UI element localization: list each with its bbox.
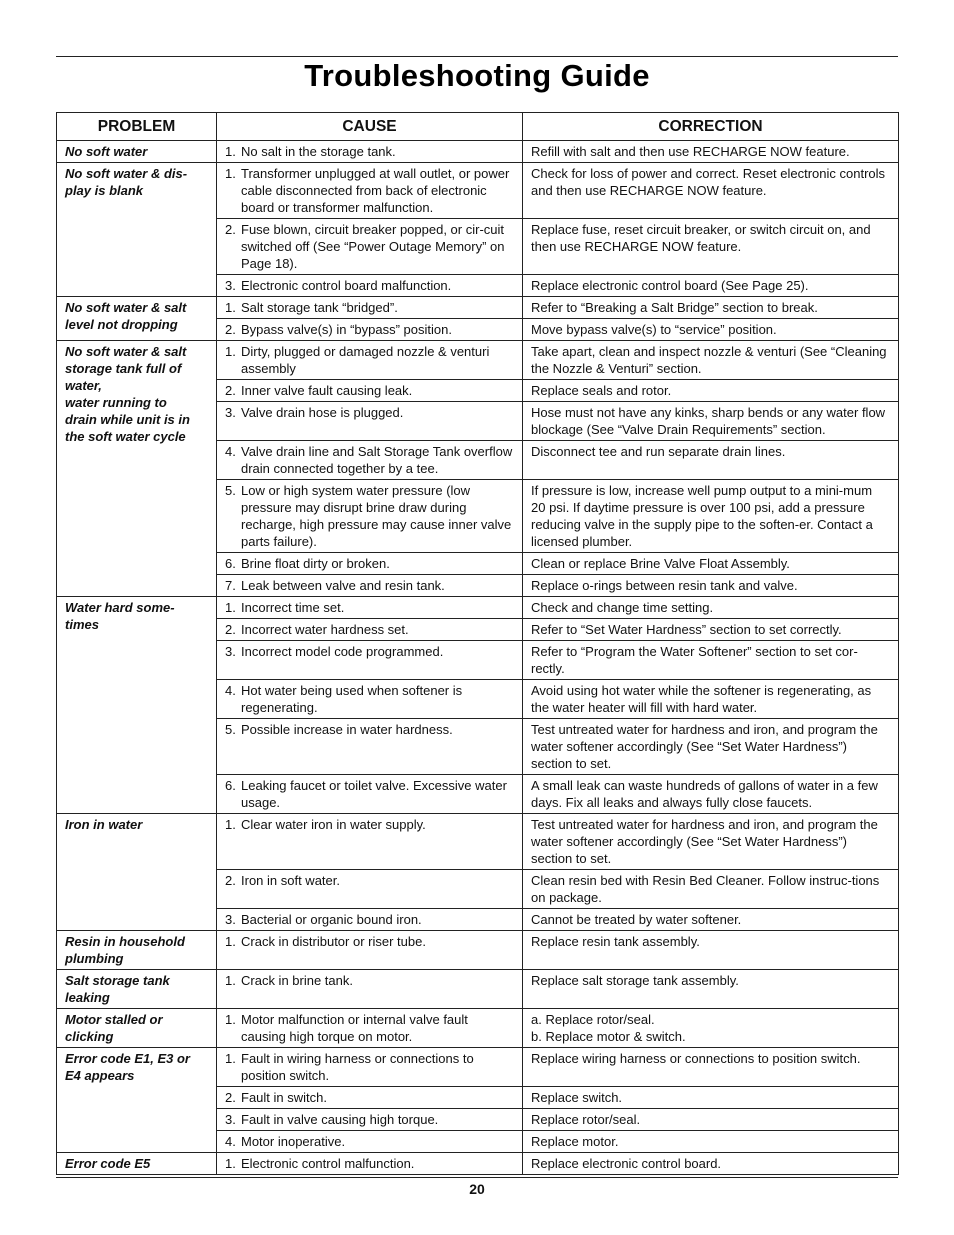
problem-line: E4 appears bbox=[65, 1068, 135, 1083]
cause-cell bbox=[217, 619, 523, 641]
correction-text: Move bypass valve(s) to “service” position. bbox=[531, 322, 777, 337]
cause-text: Leaking faucet or toilet valve. Excessive water usage. bbox=[241, 778, 507, 810]
correction-cell bbox=[523, 275, 899, 297]
cause-number: 3. bbox=[225, 912, 236, 927]
problem-line: Error code E5 bbox=[65, 1156, 151, 1171]
cause-cell bbox=[217, 931, 523, 970]
cause-cell bbox=[217, 909, 523, 931]
cause-cell bbox=[217, 1153, 523, 1175]
problem-line: water, bbox=[65, 378, 102, 393]
cause-cell bbox=[217, 680, 523, 719]
cause-cell bbox=[217, 441, 523, 480]
cause-text: Inner valve fault causing leak. bbox=[241, 383, 413, 398]
correction-text: Replace electronic control board (See Page 25). bbox=[531, 278, 809, 293]
problem-cell bbox=[57, 931, 217, 970]
cause-number: 2. bbox=[225, 873, 236, 888]
correction-cell bbox=[523, 319, 899, 341]
correction-text: Clean or replace Brine Valve Float Assembly. bbox=[531, 556, 790, 571]
cause-number: 3. bbox=[225, 405, 236, 420]
correction-cell bbox=[523, 1153, 899, 1175]
correction-text: Check and change time setting. bbox=[531, 600, 714, 615]
cause-text: Dirty, plugged or damaged nozzle & venturi assembly bbox=[241, 344, 490, 376]
table-row bbox=[57, 1009, 899, 1048]
problem-cell bbox=[57, 1009, 217, 1048]
correction-text: Check for loss of power and correct. Reset electronic controls and then use RECHARGE NOW feature. bbox=[531, 166, 886, 198]
cause-number: 2. bbox=[225, 322, 236, 337]
cause-number: 3. bbox=[225, 1112, 236, 1127]
correction-text: Clean resin bed with Resin Bed Cleaner. Follow instruc-tions on package. bbox=[531, 873, 880, 905]
table-row bbox=[57, 141, 899, 163]
cause-cell bbox=[217, 480, 523, 553]
correction-text: Refer to “Program the Water Softener” section to set cor-rectly. bbox=[531, 644, 858, 676]
correction-header: CORRECTION bbox=[523, 113, 899, 141]
problem-cell bbox=[57, 1048, 217, 1153]
cause-text: Transformer unplugged at wall outlet, or power cable disconnected from back of electronic board or transformer malfunction. bbox=[241, 166, 510, 215]
correction-cell bbox=[523, 909, 899, 931]
cause-cell bbox=[217, 380, 523, 402]
cause-number: 4. bbox=[225, 1134, 236, 1149]
cause-cell bbox=[217, 1048, 523, 1087]
cause-cell bbox=[217, 553, 523, 575]
cause-text: Incorrect time set. bbox=[241, 600, 345, 615]
cause-cell bbox=[217, 141, 523, 163]
problem-line: play is blank bbox=[65, 183, 144, 198]
cause-text: Motor malfunction or internal valve fault causing high torque on motor. bbox=[241, 1012, 468, 1044]
correction-cell bbox=[523, 641, 899, 680]
correction-cell bbox=[523, 380, 899, 402]
cause-text: Valve drain hose is plugged. bbox=[241, 405, 404, 420]
correction-cell bbox=[523, 970, 899, 1009]
problem-cell bbox=[57, 814, 217, 931]
problem-line: storage tank full of bbox=[65, 361, 182, 376]
cause-cell bbox=[217, 1009, 523, 1048]
cause-text: Possible increase in water hardness. bbox=[241, 722, 453, 737]
correction-cell bbox=[523, 814, 899, 870]
cause-number: 3. bbox=[225, 278, 236, 293]
correction-cell bbox=[523, 597, 899, 619]
correction-cell bbox=[523, 931, 899, 970]
problem-line: drain while unit is in bbox=[65, 412, 190, 427]
cause-text: Bacterial or organic bound iron. bbox=[241, 912, 422, 927]
correction-cell bbox=[523, 480, 899, 553]
correction-cell bbox=[523, 1087, 899, 1109]
cause-number: 1. bbox=[225, 973, 236, 988]
cause-cell bbox=[217, 1109, 523, 1131]
cause-text: Crack in distributor or riser tube. bbox=[241, 934, 426, 949]
cause-header: CAUSE bbox=[217, 113, 523, 141]
cause-cell bbox=[217, 1131, 523, 1153]
correction-cell bbox=[523, 1048, 899, 1087]
cause-text: Salt storage tank “bridged”. bbox=[241, 300, 398, 315]
problem-line: leaking bbox=[65, 990, 110, 1005]
correction-text: Refer to “Breaking a Salt Bridge” section to break. bbox=[531, 300, 818, 315]
troubleshooting-table bbox=[56, 112, 899, 1175]
cause-text: Leak between valve and resin tank. bbox=[241, 578, 445, 593]
correction-text: Replace o-rings between resin tank and valve. bbox=[531, 578, 798, 593]
correction-text: Test untreated water for hardness and iron, and program the water softener accordingly (See “Set Water Hardness”) section to set. bbox=[531, 817, 878, 866]
problem-line: Salt storage tank bbox=[65, 973, 170, 988]
cause-cell bbox=[217, 870, 523, 909]
problem-line: clicking bbox=[65, 1029, 114, 1044]
cause-cell bbox=[217, 641, 523, 680]
cause-text: Motor inoperative. bbox=[241, 1134, 346, 1149]
problem-line: Resin in household bbox=[65, 934, 185, 949]
correction-cell bbox=[523, 719, 899, 775]
problem-cell bbox=[57, 1153, 217, 1175]
cause-text: Electronic control board malfunction. bbox=[241, 278, 452, 293]
correction-text: Replace wiring harness or connections to position switch. bbox=[531, 1051, 861, 1066]
table-row bbox=[57, 163, 899, 219]
cause-number: 4. bbox=[225, 683, 236, 698]
correction-text: Take apart, clean and inspect nozzle & venturi (See “Cleaning the Nozzle & Venturi” section. bbox=[531, 344, 887, 376]
problem-line: times bbox=[65, 617, 99, 632]
correction-text: Replace electronic control board. bbox=[531, 1156, 722, 1171]
cause-number: 6. bbox=[225, 556, 236, 571]
cause-cell bbox=[217, 970, 523, 1009]
cause-number: 1. bbox=[225, 1051, 236, 1066]
cause-text: Fault in switch. bbox=[241, 1090, 327, 1105]
problem-line: the soft water cycle bbox=[65, 429, 186, 444]
table-row bbox=[57, 1153, 899, 1175]
correction-cell bbox=[523, 219, 899, 275]
correction-cell bbox=[523, 870, 899, 909]
cause-cell bbox=[217, 402, 523, 441]
problem-line: Motor stalled or bbox=[65, 1012, 163, 1027]
table-row bbox=[57, 297, 899, 319]
correction-text: Replace salt storage tank assembly. bbox=[531, 973, 739, 988]
correction-cell bbox=[523, 1109, 899, 1131]
table-header-row bbox=[57, 113, 899, 141]
cause-text: Valve drain line and Salt Storage Tank overflow drain connected together by a tee. bbox=[241, 444, 513, 476]
page-title: Troubleshooting Guide bbox=[304, 58, 650, 93]
cause-number: 1. bbox=[225, 1156, 236, 1171]
cause-cell bbox=[217, 597, 523, 619]
top-rule bbox=[56, 56, 898, 57]
problem-cell bbox=[57, 597, 217, 814]
cause-cell bbox=[217, 219, 523, 275]
problem-header: PROBLEM bbox=[57, 113, 217, 141]
table-row bbox=[57, 341, 899, 380]
cause-text: Fault in valve causing high torque. bbox=[241, 1112, 439, 1127]
correction-cell bbox=[523, 297, 899, 319]
correction-cell bbox=[523, 441, 899, 480]
correction-cell bbox=[523, 1009, 899, 1048]
cause-number: 3. bbox=[225, 644, 236, 659]
cause-number: 4. bbox=[225, 444, 236, 459]
problem-line: No soft water & salt bbox=[65, 300, 187, 315]
problem-line: No soft water & dis- bbox=[65, 166, 188, 181]
table-row bbox=[57, 970, 899, 1009]
cause-text: Fault in wiring harness or connections to position switch. bbox=[241, 1051, 474, 1083]
correction-text: Replace seals and rotor. bbox=[531, 383, 672, 398]
correction-cell bbox=[523, 163, 899, 219]
cause-cell bbox=[217, 814, 523, 870]
cause-cell bbox=[217, 575, 523, 597]
correction-text: Avoid using hot water while the softener is regenerating, as the water heater will fill with hard water. bbox=[531, 683, 872, 715]
cause-text: Bypass valve(s) in “bypass” position. bbox=[241, 322, 452, 337]
cause-text: Hot water being used when softener is regenerating. bbox=[241, 683, 463, 715]
cause-number: 1. bbox=[225, 344, 236, 359]
correction-text: Replace switch. bbox=[531, 1090, 623, 1105]
correction-text: Test untreated water for hardness and iron, and program the water softener accordingly (See “Set Water Hardness”) section to set. bbox=[531, 722, 878, 771]
cause-text: Clear water iron in water supply. bbox=[241, 817, 426, 832]
cause-text: Crack in brine tank. bbox=[241, 973, 353, 988]
correction-text: Replace fuse, reset circuit breaker, or switch circuit on, and then use RECHARGE NOW feature. bbox=[531, 222, 871, 254]
correction-cell bbox=[523, 680, 899, 719]
problem-cell bbox=[57, 163, 217, 297]
bottom-rule bbox=[56, 1177, 898, 1178]
cause-number: 2. bbox=[225, 222, 236, 237]
cause-cell bbox=[217, 341, 523, 380]
problem-cell bbox=[57, 141, 217, 163]
problem-line: water running to bbox=[65, 395, 167, 410]
correction-cell bbox=[523, 619, 899, 641]
problem-line: No soft water & salt bbox=[65, 344, 187, 359]
correction-cell bbox=[523, 402, 899, 441]
correction-cell bbox=[523, 1131, 899, 1153]
cause-number: 1. bbox=[225, 1012, 236, 1027]
correction-text: Replace motor. bbox=[531, 1134, 619, 1149]
correction-cell bbox=[523, 575, 899, 597]
cause-cell bbox=[217, 275, 523, 297]
cause-text: Iron in soft water. bbox=[241, 873, 340, 888]
problem-line: Water hard some- bbox=[65, 600, 175, 615]
cause-cell bbox=[217, 775, 523, 814]
cause-number: 2. bbox=[225, 622, 236, 637]
table-row bbox=[57, 814, 899, 870]
cause-cell bbox=[217, 297, 523, 319]
cause-number: 1. bbox=[225, 600, 236, 615]
problem-cell bbox=[57, 970, 217, 1009]
correction-cell bbox=[523, 141, 899, 163]
correction-cell bbox=[523, 553, 899, 575]
cause-text: Incorrect model code programmed. bbox=[241, 644, 444, 659]
problem-line: plumbing bbox=[65, 951, 124, 966]
cause-text: No salt in the storage tank. bbox=[241, 144, 396, 159]
cause-number: 1. bbox=[225, 934, 236, 949]
cause-number: 2. bbox=[225, 383, 236, 398]
correction-text: Hose must not have any kinks, sharp bends or any water flow blockage (See “Valve Drain Requirements” section. bbox=[531, 405, 886, 437]
problem-line: Iron in water bbox=[65, 817, 143, 832]
cause-text: Brine float dirty or broken. bbox=[241, 556, 390, 571]
correction-text: A small leak can waste hundreds of gallons of water in a few days. Fix all leaks and always fully close faucets. bbox=[531, 778, 878, 810]
cause-cell bbox=[217, 163, 523, 219]
cause-number: 1. bbox=[225, 817, 236, 832]
cause-number: 6. bbox=[225, 778, 236, 793]
problem-cell bbox=[57, 297, 217, 341]
cause-number: 5. bbox=[225, 722, 236, 737]
table-row bbox=[57, 1048, 899, 1087]
problem-line: Error code E1, E3 or bbox=[65, 1051, 190, 1066]
correction-text: Refill with salt and then use RECHARGE NOW feature. bbox=[531, 144, 850, 159]
problem-cell bbox=[57, 341, 217, 597]
cause-number: 1. bbox=[225, 144, 236, 159]
correction-text: If pressure is low, increase well pump output to a mini-mum 20 psi. If daytime pressure is over 100 psi, add a pressure reducing valve in the supply pipe to the soften-er. Contact a licensed plumber. bbox=[531, 483, 873, 549]
correction-text: a. Replace rotor/seal. bbox=[531, 1012, 655, 1027]
cause-text: Incorrect water hardness set. bbox=[241, 622, 409, 637]
cause-cell bbox=[217, 719, 523, 775]
correction-text: Disconnect tee and run separate drain lines. bbox=[531, 444, 786, 459]
cause-number: 1. bbox=[225, 166, 236, 181]
problem-line: level not dropping bbox=[65, 317, 178, 332]
cause-text: Electronic control malfunction. bbox=[241, 1156, 415, 1171]
cause-number: 2. bbox=[225, 1090, 236, 1105]
cause-text: Low or high system water pressure (low pressure may disrupt brine draw during recharge, high pressure may cause inner valve parts failure). bbox=[241, 483, 512, 549]
cause-cell bbox=[217, 1087, 523, 1109]
cause-cell bbox=[217, 319, 523, 341]
table-body bbox=[57, 141, 899, 1175]
correction-text: Cannot be treated by water softener. bbox=[531, 912, 742, 927]
correction-text: Replace resin tank assembly. bbox=[531, 934, 700, 949]
cause-number: 7. bbox=[225, 578, 236, 593]
problem-line: No soft water bbox=[65, 144, 148, 159]
cause-number: 5. bbox=[225, 483, 236, 498]
page-number: 20 bbox=[469, 1181, 485, 1197]
correction-cell bbox=[523, 341, 899, 380]
table-row bbox=[57, 597, 899, 619]
cause-text: Fuse blown, circuit breaker popped, or cir-cuit switched off (See “Power Outage Memory” on Page 18). bbox=[241, 222, 505, 271]
correction-text: b. Replace motor & switch. bbox=[531, 1029, 686, 1044]
correction-text: Refer to “Set Water Hardness” section to set correctly. bbox=[531, 622, 842, 637]
correction-text: Replace rotor/seal. bbox=[531, 1112, 641, 1127]
cause-number: 1. bbox=[225, 300, 236, 315]
correction-cell bbox=[523, 775, 899, 814]
table-row bbox=[57, 931, 899, 970]
